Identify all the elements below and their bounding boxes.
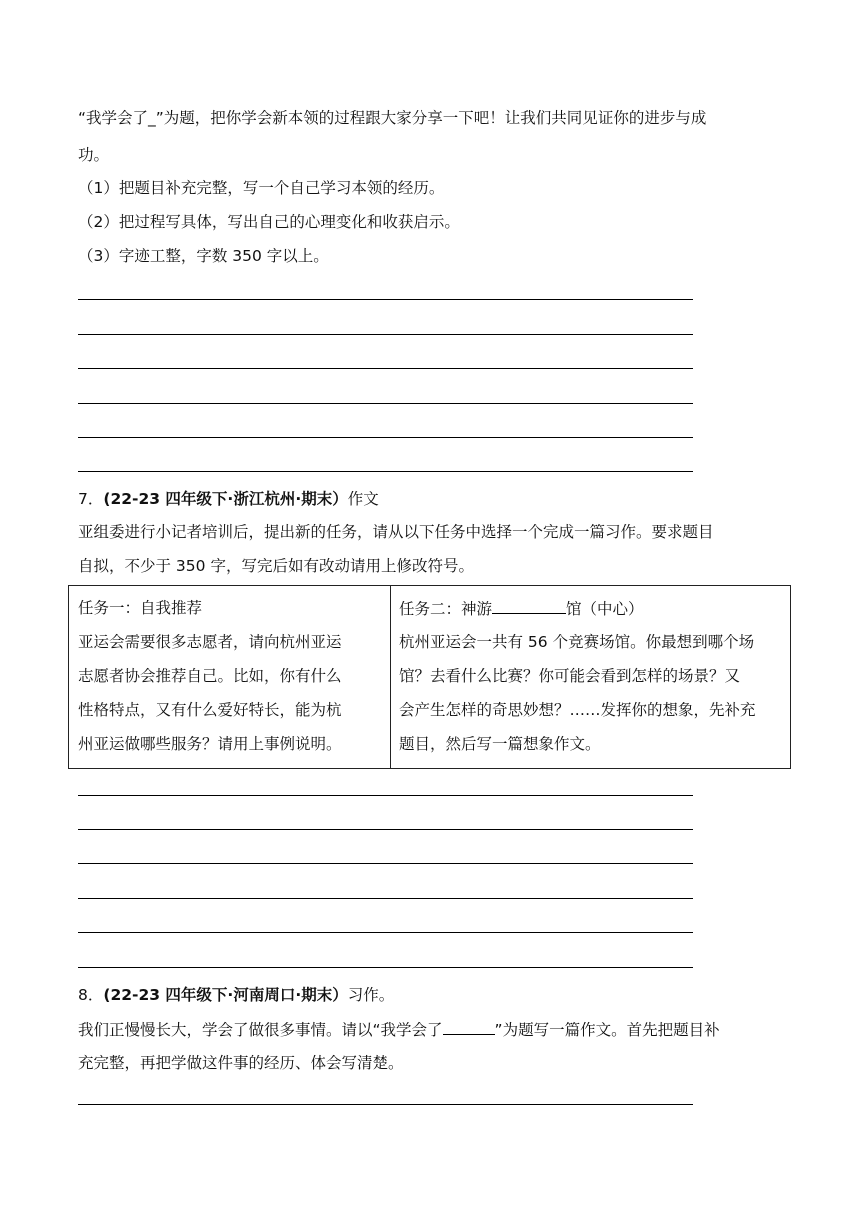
title-blank[interactable] — [492, 597, 566, 614]
requirement-1: （1）把题目补充完整，写一个自己学习本领的经历。 — [78, 179, 445, 197]
writing-line[interactable] — [78, 437, 693, 438]
writing-line[interactable] — [78, 967, 693, 968]
title-blank[interactable] — [443, 1018, 495, 1035]
task-1-line: 性格特点，又有什么爱好特长，能为杭 — [78, 701, 342, 719]
task-1-line: 州亚运做哪些服务？请用上事例说明。 — [78, 735, 342, 753]
question-8-body-2: 充完整，再把学做这件事的经历、体会写清楚。 — [78, 1054, 404, 1072]
table-divider — [390, 586, 391, 768]
intro-line-2: 功。 — [78, 146, 110, 164]
requirement-3: （3）字迹工整，字数 350 字以上。 — [78, 247, 329, 265]
writing-line[interactable] — [78, 1104, 693, 1105]
question-7-header — [78, 488, 379, 510]
writing-line[interactable] — [78, 299, 693, 300]
question-8-body-1-prefix: 我们正慢慢长大，学会了做很多事情。请以“我学会了 — [78, 1021, 443, 1039]
writing-line[interactable] — [78, 471, 693, 472]
task-2-title-suffix: 馆（中心） — [566, 600, 644, 618]
task-2-title-prefix: 任务二：神游 — [399, 600, 493, 618]
requirement-2: （2）把过程写具体，写出自己的心理变化和收获启示。 — [78, 213, 460, 231]
writing-line[interactable] — [78, 795, 693, 796]
task-table — [68, 585, 791, 769]
writing-line[interactable] — [78, 898, 693, 899]
writing-line[interactable] — [78, 863, 693, 864]
question-number: 8． — [78, 986, 104, 1004]
question-7-body-1: 亚组委进行小记者培训后，提出新的任务，请从以下任务中选择一个完成一篇习作。要求题目 — [78, 523, 714, 541]
task-2-line: 杭州亚运会一共有 56 个竞赛场馆。你最想到哪个场 — [399, 633, 755, 651]
writing-line[interactable] — [78, 932, 693, 933]
question-8-body-1 — [78, 1018, 720, 1041]
question-source: (22-23 四年级下·河南周口·期末） — [103, 986, 348, 1004]
question-type: 习作。 — [347, 986, 395, 1004]
task-1-line: 志愿者协会推荐自己。比如，你有什么 — [78, 667, 342, 685]
writing-line[interactable] — [78, 403, 693, 404]
question-8-header — [78, 984, 394, 1006]
task-1-title: 任务一：自我推荐 — [78, 599, 203, 617]
writing-line[interactable] — [78, 829, 693, 830]
writing-line[interactable] — [78, 334, 693, 335]
intro-line-1: “我学会了_”为题，把你学会新本领的过程跟大家分享一下吧！让我们共同见证你的进步与成 — [78, 109, 707, 127]
task-2-line: 馆？去看什么比赛？你可能会看到怎样的场景？又 — [399, 667, 741, 685]
task-2-line: 会产生怎样的奇思妙想？……发挥你的想象，先补充 — [399, 701, 756, 719]
question-source: (22-23 四年级下·浙江杭州·期末） — [103, 490, 348, 508]
question-7-body-2: 自拟，不少于 350 字，写完后如有改动请用上修改符号。 — [78, 557, 474, 575]
task-1-line: 亚运会需要很多志愿者，请向杭州亚运 — [78, 633, 342, 651]
task-2-title — [399, 597, 644, 620]
task-2-line: 题目，然后写一篇想象作文。 — [399, 735, 601, 753]
question-number: 7． — [78, 490, 104, 508]
question-type: 作文 — [347, 490, 379, 508]
writing-line[interactable] — [78, 368, 693, 369]
question-8-body-1-suffix: ”为题写一篇作文。首先把题目补 — [494, 1021, 720, 1039]
